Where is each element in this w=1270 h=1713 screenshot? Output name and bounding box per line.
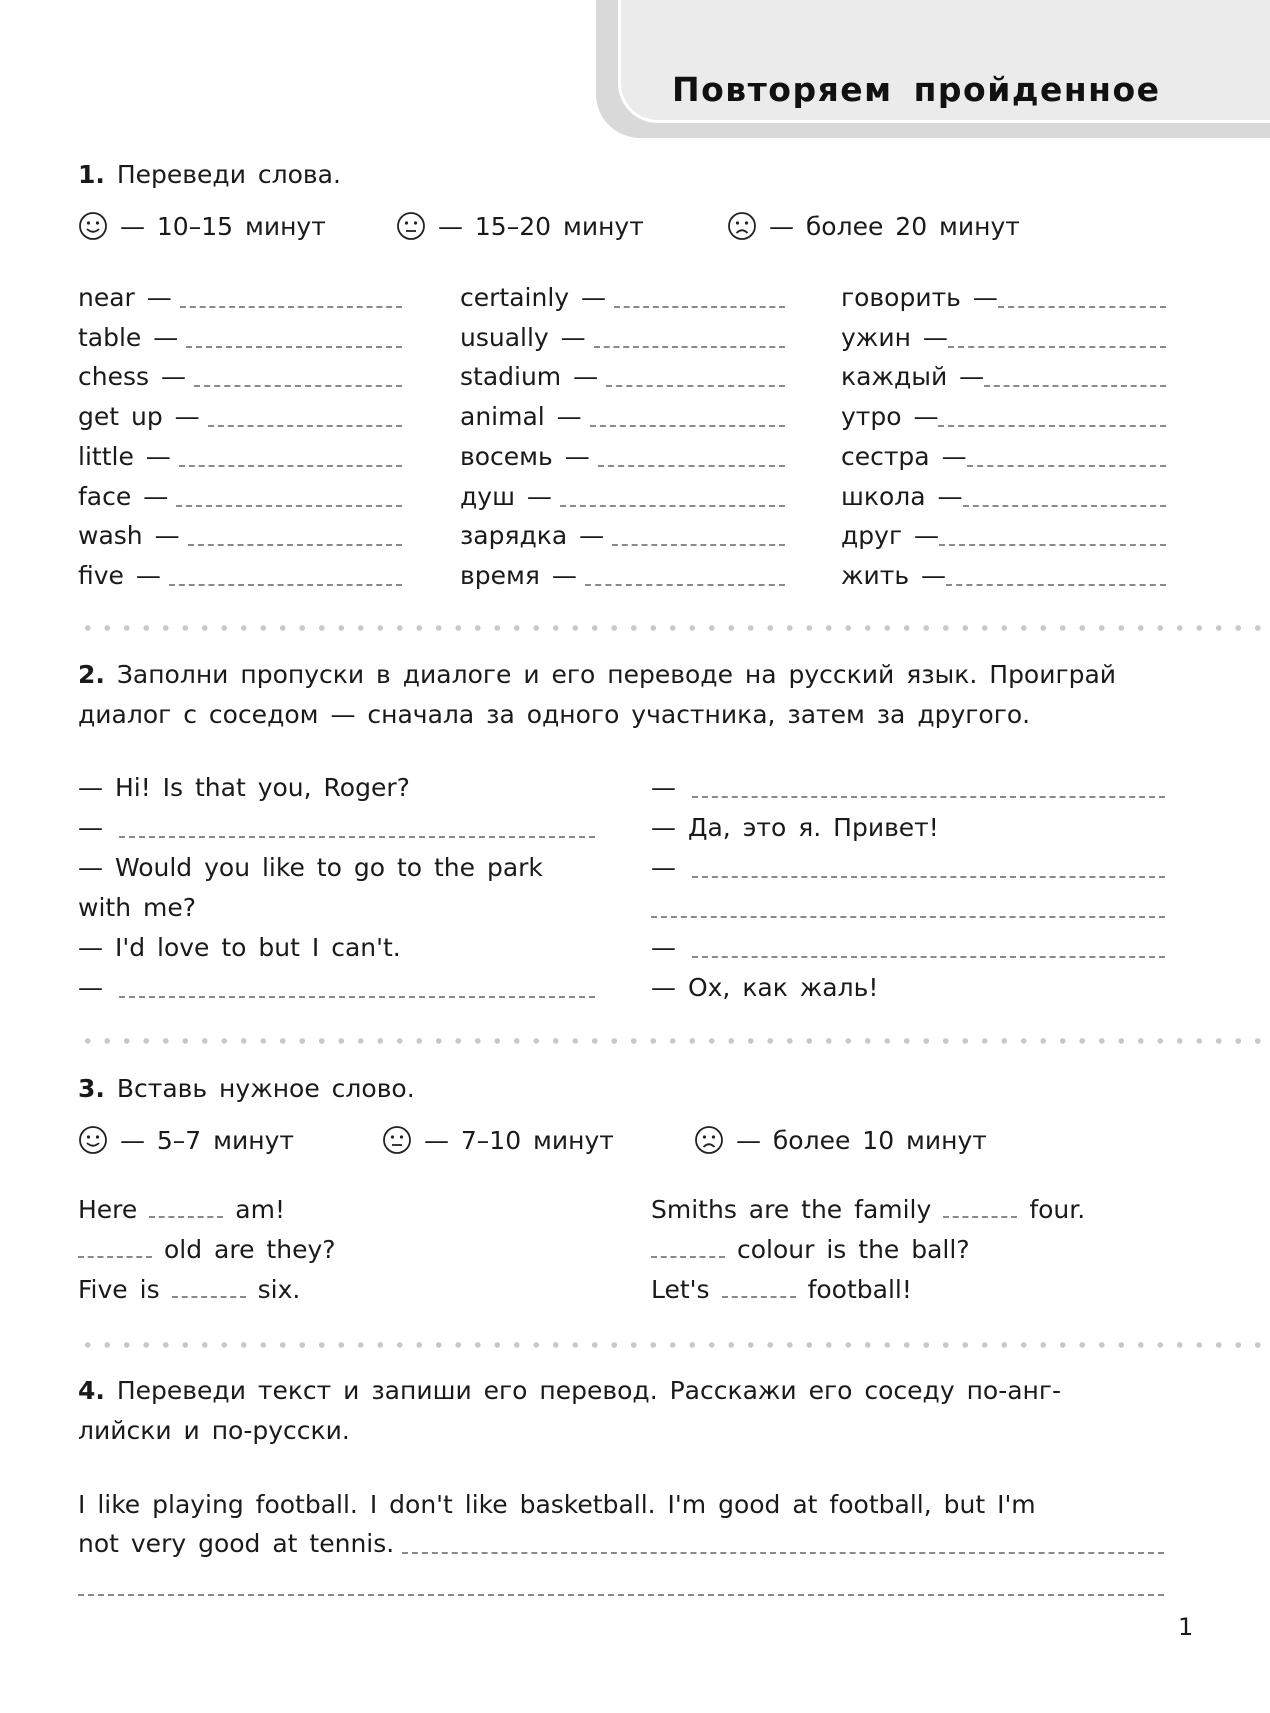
sentence-after: football! <box>807 1275 912 1304</box>
ex3-heading <box>78 1074 415 1103</box>
ex1-number: 1. <box>78 160 105 189</box>
word-label: душ — <box>460 481 552 511</box>
word-label: восемь — <box>460 441 590 471</box>
word-row <box>460 357 785 391</box>
sentence-after: six. <box>257 1275 301 1304</box>
word-label: stadium — <box>460 362 599 392</box>
section-divider-3 <box>78 1342 1270 1348</box>
dialog-left-text: — <box>78 973 103 1002</box>
dialog-left-row <box>78 768 595 802</box>
word-label: wash — <box>78 521 180 551</box>
word-label: get up — <box>78 402 200 432</box>
ex3-sentence-left <box>78 1235 336 1264</box>
answer-blank[interactable] <box>612 544 785 546</box>
fill-in-blank[interactable] <box>722 1276 796 1298</box>
word-label: chess — <box>78 362 186 392</box>
word-row <box>78 278 402 312</box>
word-row <box>841 357 1166 391</box>
ex4-task-line2: лийски и по-русски. <box>78 1416 350 1445</box>
answer-blank[interactable] <box>585 584 785 586</box>
sentence-before: Smiths are the family <box>651 1195 932 1224</box>
ex3-timing-2 <box>382 1126 614 1155</box>
section-divider-2 <box>78 1038 1270 1044</box>
dialog-right-row <box>651 928 1165 962</box>
word-row <box>841 437 1166 471</box>
ex4-answer-row-2 <box>78 1566 1164 1600</box>
word-label: animal — <box>460 402 582 432</box>
ex3-timing-3 <box>694 1126 987 1155</box>
dialog-answer-blank[interactable] <box>119 836 595 838</box>
word-row <box>460 397 785 431</box>
sentence-before: Here <box>78 1195 138 1224</box>
dialog-answer-blank[interactable] <box>651 916 1165 918</box>
word-row <box>460 278 785 312</box>
answer-blank[interactable] <box>560 505 785 507</box>
answer-blank[interactable] <box>594 346 785 348</box>
fill-in-blank[interactable] <box>149 1196 223 1218</box>
ex3-number: 3. <box>78 1074 105 1103</box>
dialog-right-row <box>651 808 1165 842</box>
ex4-answer-row-1 <box>78 1524 1164 1558</box>
word-row <box>841 318 1166 352</box>
dialog-right-text: — Да, это я. Привет! <box>651 813 939 842</box>
sad-face-icon <box>727 211 757 241</box>
ex1-timing-text: — более 20 минут <box>757 212 1020 241</box>
word-label: certainly — <box>460 283 607 312</box>
answer-blank[interactable] <box>598 465 785 467</box>
word-label: сестра — <box>841 441 967 471</box>
word-row <box>78 318 402 352</box>
ex2-task-line1: Заполни пропуски в диалоге и его переводе на русский язык. Проиграй <box>116 660 1117 689</box>
word-label: зарядка — <box>460 521 605 551</box>
neutral-face-icon <box>382 1125 412 1155</box>
dialog-right-row <box>651 768 1165 802</box>
word-row <box>78 516 402 550</box>
word-label: little — <box>78 441 171 471</box>
answer-blank[interactable] <box>984 385 1166 387</box>
answer-blank[interactable] <box>194 385 402 387</box>
word-row <box>78 437 402 471</box>
ex3-sentence-right <box>651 1195 1085 1224</box>
dialog-left-row <box>78 848 595 882</box>
dialog-right-row <box>651 848 1165 882</box>
word-row <box>841 556 1166 590</box>
answer-blank[interactable] <box>180 306 402 308</box>
dialog-answer-blank[interactable] <box>692 876 1165 878</box>
answer-blank[interactable] <box>946 584 1166 586</box>
word-row <box>78 477 402 511</box>
ex3-sentence-left <box>78 1275 300 1304</box>
answer-blank[interactable] <box>963 505 1166 507</box>
word-label: ужин — <box>841 322 948 352</box>
dialog-left-text: — I'd love to but I can't. <box>78 933 401 962</box>
fill-in-blank[interactable] <box>651 1236 725 1258</box>
ex3-task: Вставь нужное слово. <box>116 1074 415 1103</box>
word-label: утро — <box>841 402 939 432</box>
dialog-answer-blank[interactable] <box>119 996 595 998</box>
answer-blank[interactable] <box>948 346 1166 348</box>
word-label: five — <box>78 560 161 590</box>
answer-blank[interactable] <box>208 425 402 427</box>
answer-blank[interactable] <box>179 465 402 467</box>
word-row <box>78 556 402 590</box>
word-label: время — <box>460 560 577 590</box>
ex4-answer-line-1[interactable] <box>402 1552 1164 1554</box>
page-number: 1 <box>1178 1613 1194 1641</box>
ex1-task: Переведи слова. <box>116 160 341 189</box>
answer-blank[interactable] <box>998 306 1166 308</box>
ex3-timing-text: — 5–7 минут <box>108 1126 294 1155</box>
dialog-right-row <box>651 888 1165 922</box>
word-row <box>841 278 1166 312</box>
dialog-right-text: — <box>651 773 676 802</box>
dialog-left-row <box>78 968 595 1002</box>
page-title: Повторяем пройденное <box>672 70 1161 109</box>
smile-icon <box>78 211 108 241</box>
ex2-heading-line1 <box>78 660 1116 689</box>
neutral-face-icon <box>396 211 426 241</box>
ex4-number: 4. <box>78 1376 105 1405</box>
word-row <box>841 477 1166 511</box>
word-row <box>460 318 785 352</box>
ex1-timing-2 <box>396 212 644 241</box>
ex4-task-line1: Переведи текст и запиши его перевод. Расскажи его соседу по-анг- <box>116 1376 1062 1405</box>
dialog-right-text: — <box>651 853 676 882</box>
ex4-text-line1: I like playing football. I don't like basketball. I'm good at football, but I'm <box>78 1490 1036 1519</box>
word-row <box>78 357 402 391</box>
word-label: жить — <box>841 560 947 590</box>
answer-blank[interactable] <box>939 544 1166 546</box>
ex4-heading-line1 <box>78 1376 1061 1405</box>
dialog-left-text: — Hi! Is that you, Roger? <box>78 773 410 802</box>
dialog-answer-blank[interactable] <box>692 956 1165 958</box>
section-divider-1 <box>78 625 1270 631</box>
answer-blank[interactable] <box>938 425 1166 427</box>
ex3-sentence-left <box>78 1195 285 1224</box>
sentence-after: old are they? <box>164 1235 336 1264</box>
fill-in-blank[interactable] <box>78 1236 152 1258</box>
dialog-left-text: — <box>78 813 103 842</box>
ex1-heading <box>78 160 341 189</box>
dialog-left-row <box>78 928 595 962</box>
ex1-timing-text: — 15–20 минут <box>426 212 644 241</box>
word-row <box>78 397 402 431</box>
dialog-left-row <box>78 888 595 922</box>
sentence-after: am! <box>235 1195 285 1224</box>
answer-blank[interactable] <box>967 465 1166 467</box>
word-label: друг — <box>841 521 940 551</box>
sentence-before: Let's <box>651 1275 710 1304</box>
ex2-number: 2. <box>78 660 105 689</box>
ex3-sentence-right <box>651 1275 912 1304</box>
ex1-timing-text: — 10–15 минут <box>108 212 326 241</box>
smile-icon <box>78 1125 108 1155</box>
word-row <box>460 437 785 471</box>
word-label: face — <box>78 481 169 511</box>
answer-blank[interactable] <box>606 385 785 387</box>
fill-in-blank[interactable] <box>943 1196 1017 1218</box>
answer-blank[interactable] <box>169 584 402 586</box>
dialog-right-text: — Ох, как жаль! <box>651 973 879 1002</box>
dialog-left-text: — Would you like to go to the park <box>78 853 543 882</box>
ex3-timing-1 <box>78 1126 294 1155</box>
word-label: near — <box>78 283 172 312</box>
word-row <box>460 556 785 590</box>
answer-blank[interactable] <box>590 425 785 427</box>
dialog-left-text: with me? <box>78 893 196 922</box>
ex3-timing-text: — более 10 минут <box>724 1126 987 1155</box>
sentence-after: colour is the ball? <box>737 1235 970 1264</box>
fill-in-blank[interactable] <box>172 1276 246 1298</box>
dialog-answer-blank[interactable] <box>692 796 1165 798</box>
ex3-sentence-right <box>651 1235 970 1264</box>
ex4-answer-line-2[interactable] <box>78 1594 1164 1596</box>
word-row <box>460 516 785 550</box>
sentence-before: Five is <box>78 1275 160 1304</box>
answer-blank[interactable] <box>614 306 785 308</box>
word-label: table — <box>78 322 179 352</box>
dialog-left-row <box>78 808 595 842</box>
dialog-right-row <box>651 968 1165 1002</box>
ex3-timing-text: — 7–10 минут <box>412 1126 614 1155</box>
word-row <box>841 516 1166 550</box>
ex2-task-line2: диалог с соседом — сначала за одного участника, затем за другого. <box>78 700 1031 729</box>
sentence-after: four. <box>1029 1195 1086 1224</box>
ex1-timing-1 <box>78 212 326 241</box>
ex4-text-line2: not very good at tennis. <box>78 1529 395 1558</box>
ex1-timing-3 <box>727 212 1020 241</box>
word-label: говорить — <box>841 283 998 312</box>
word-row <box>841 397 1166 431</box>
word-row <box>460 477 785 511</box>
dialog-right-text: — <box>651 933 676 962</box>
word-label: школа — <box>841 481 963 511</box>
answer-blank[interactable] <box>188 544 402 546</box>
answer-blank[interactable] <box>186 346 402 348</box>
word-label: usually — <box>460 322 586 352</box>
word-label: каждый — <box>841 362 985 392</box>
sad-face-icon <box>694 1125 724 1155</box>
answer-blank[interactable] <box>176 505 402 507</box>
